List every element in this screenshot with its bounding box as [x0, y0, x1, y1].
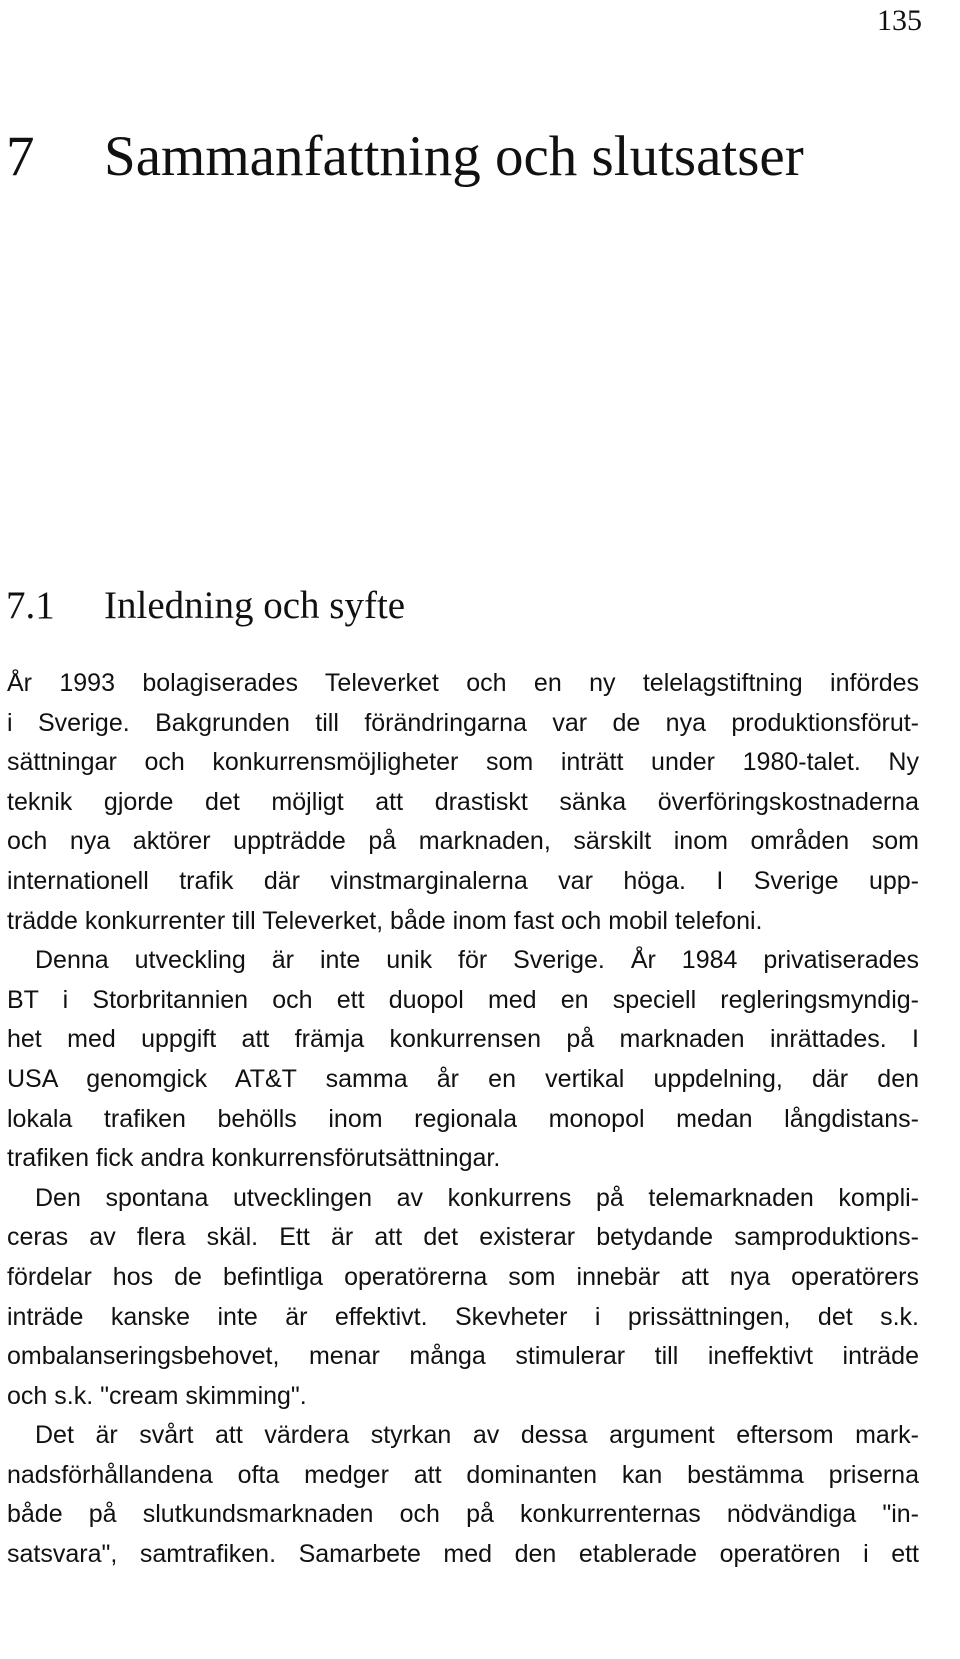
text-line: sättningar och konkurrensmöjligheter som inträtt under 1980-talet. Ny: [7, 748, 919, 777]
text-line: trafiken fick andra konkurrensförutsättningar.: [7, 1144, 501, 1173]
page-number: 135: [877, 4, 922, 37]
text-line: och s.k. "cream skimming".: [7, 1381, 307, 1410]
text-line: Denna utveckling är inte unik för Sverige. År 1984 privatiserades: [35, 946, 919, 975]
text-line: teknik gjorde det möjligt att drastiskt sänka överföringskostnaderna: [7, 787, 919, 816]
text-line: År 1993 bolagiserades Televerket och en ny telelagstiftning infördes: [7, 669, 919, 697]
text-line: internationell trafik där vinstmarginalerna var höga. I Sverige upp-: [7, 866, 919, 895]
text-line: trädde konkurrenter till Televerket, både inom fast och mobil telefoni.: [7, 906, 763, 935]
body-text: [7, 664, 919, 1575]
chapter-title: [6, 125, 804, 188]
section-title-text: Inledning och syfte: [104, 584, 406, 627]
text-line: satsvara", samtrafiken. Samarbete med den etablerade operatören i ett: [7, 1540, 919, 1569]
paragraph: [7, 1416, 919, 1574]
text-line: både på slutkundsmarknaden och på konkurrenternas nödvändiga "in-: [7, 1500, 919, 1529]
text-line: ceras av flera skäl. Ett är att det existerar betydande samproduktions-: [7, 1223, 919, 1252]
paragraph: [7, 941, 919, 1179]
text-line: i Sverige. Bakgrunden till förändringarna var de nya produktionsförut-: [7, 708, 919, 737]
chapter-title-text: Sammanfattning och slutsatser: [104, 125, 804, 188]
text-line: USA genomgick AT&T samma år en vertikal uppdelning, där den: [7, 1064, 919, 1093]
text-line: lokala trafiken behölls inom regionala monopol medan långdistans-: [7, 1104, 919, 1133]
text-line: Det är svårt att värdera styrkan av dessa argument eftersom mark-: [35, 1421, 919, 1450]
paragraph: [7, 1179, 919, 1417]
section-title: [6, 586, 405, 625]
text-line: nadsförhållandena ofta medger att dominanten kan bestämma priserna: [7, 1460, 919, 1489]
text-line: ombalanseringsbehovet, menar många stimulerar till ineffektivt inträde: [7, 1342, 919, 1371]
chapter-number: 7: [6, 125, 35, 188]
text-line: och nya aktörer uppträdde på marknaden, särskilt inom områden som: [7, 827, 919, 856]
section-number: 7.1: [6, 584, 55, 627]
text-line: BT i Storbritannien och ett duopol med en speciell regleringsmyndig-: [7, 985, 919, 1014]
text-line: inträde kanske inte är effektivt. Skevheter i prissättningen, det s.k.: [7, 1302, 919, 1331]
text-line: het med uppgift att främja konkurrensen på marknaden inrättades. I: [7, 1025, 919, 1054]
paragraph: [7, 664, 919, 941]
text-line: fördelar hos de befintliga operatörerna som innebär att nya operatörers: [7, 1262, 919, 1291]
text-line: Den spontana utvecklingen av konkurrens på telemarknaden kompli-: [35, 1183, 919, 1212]
